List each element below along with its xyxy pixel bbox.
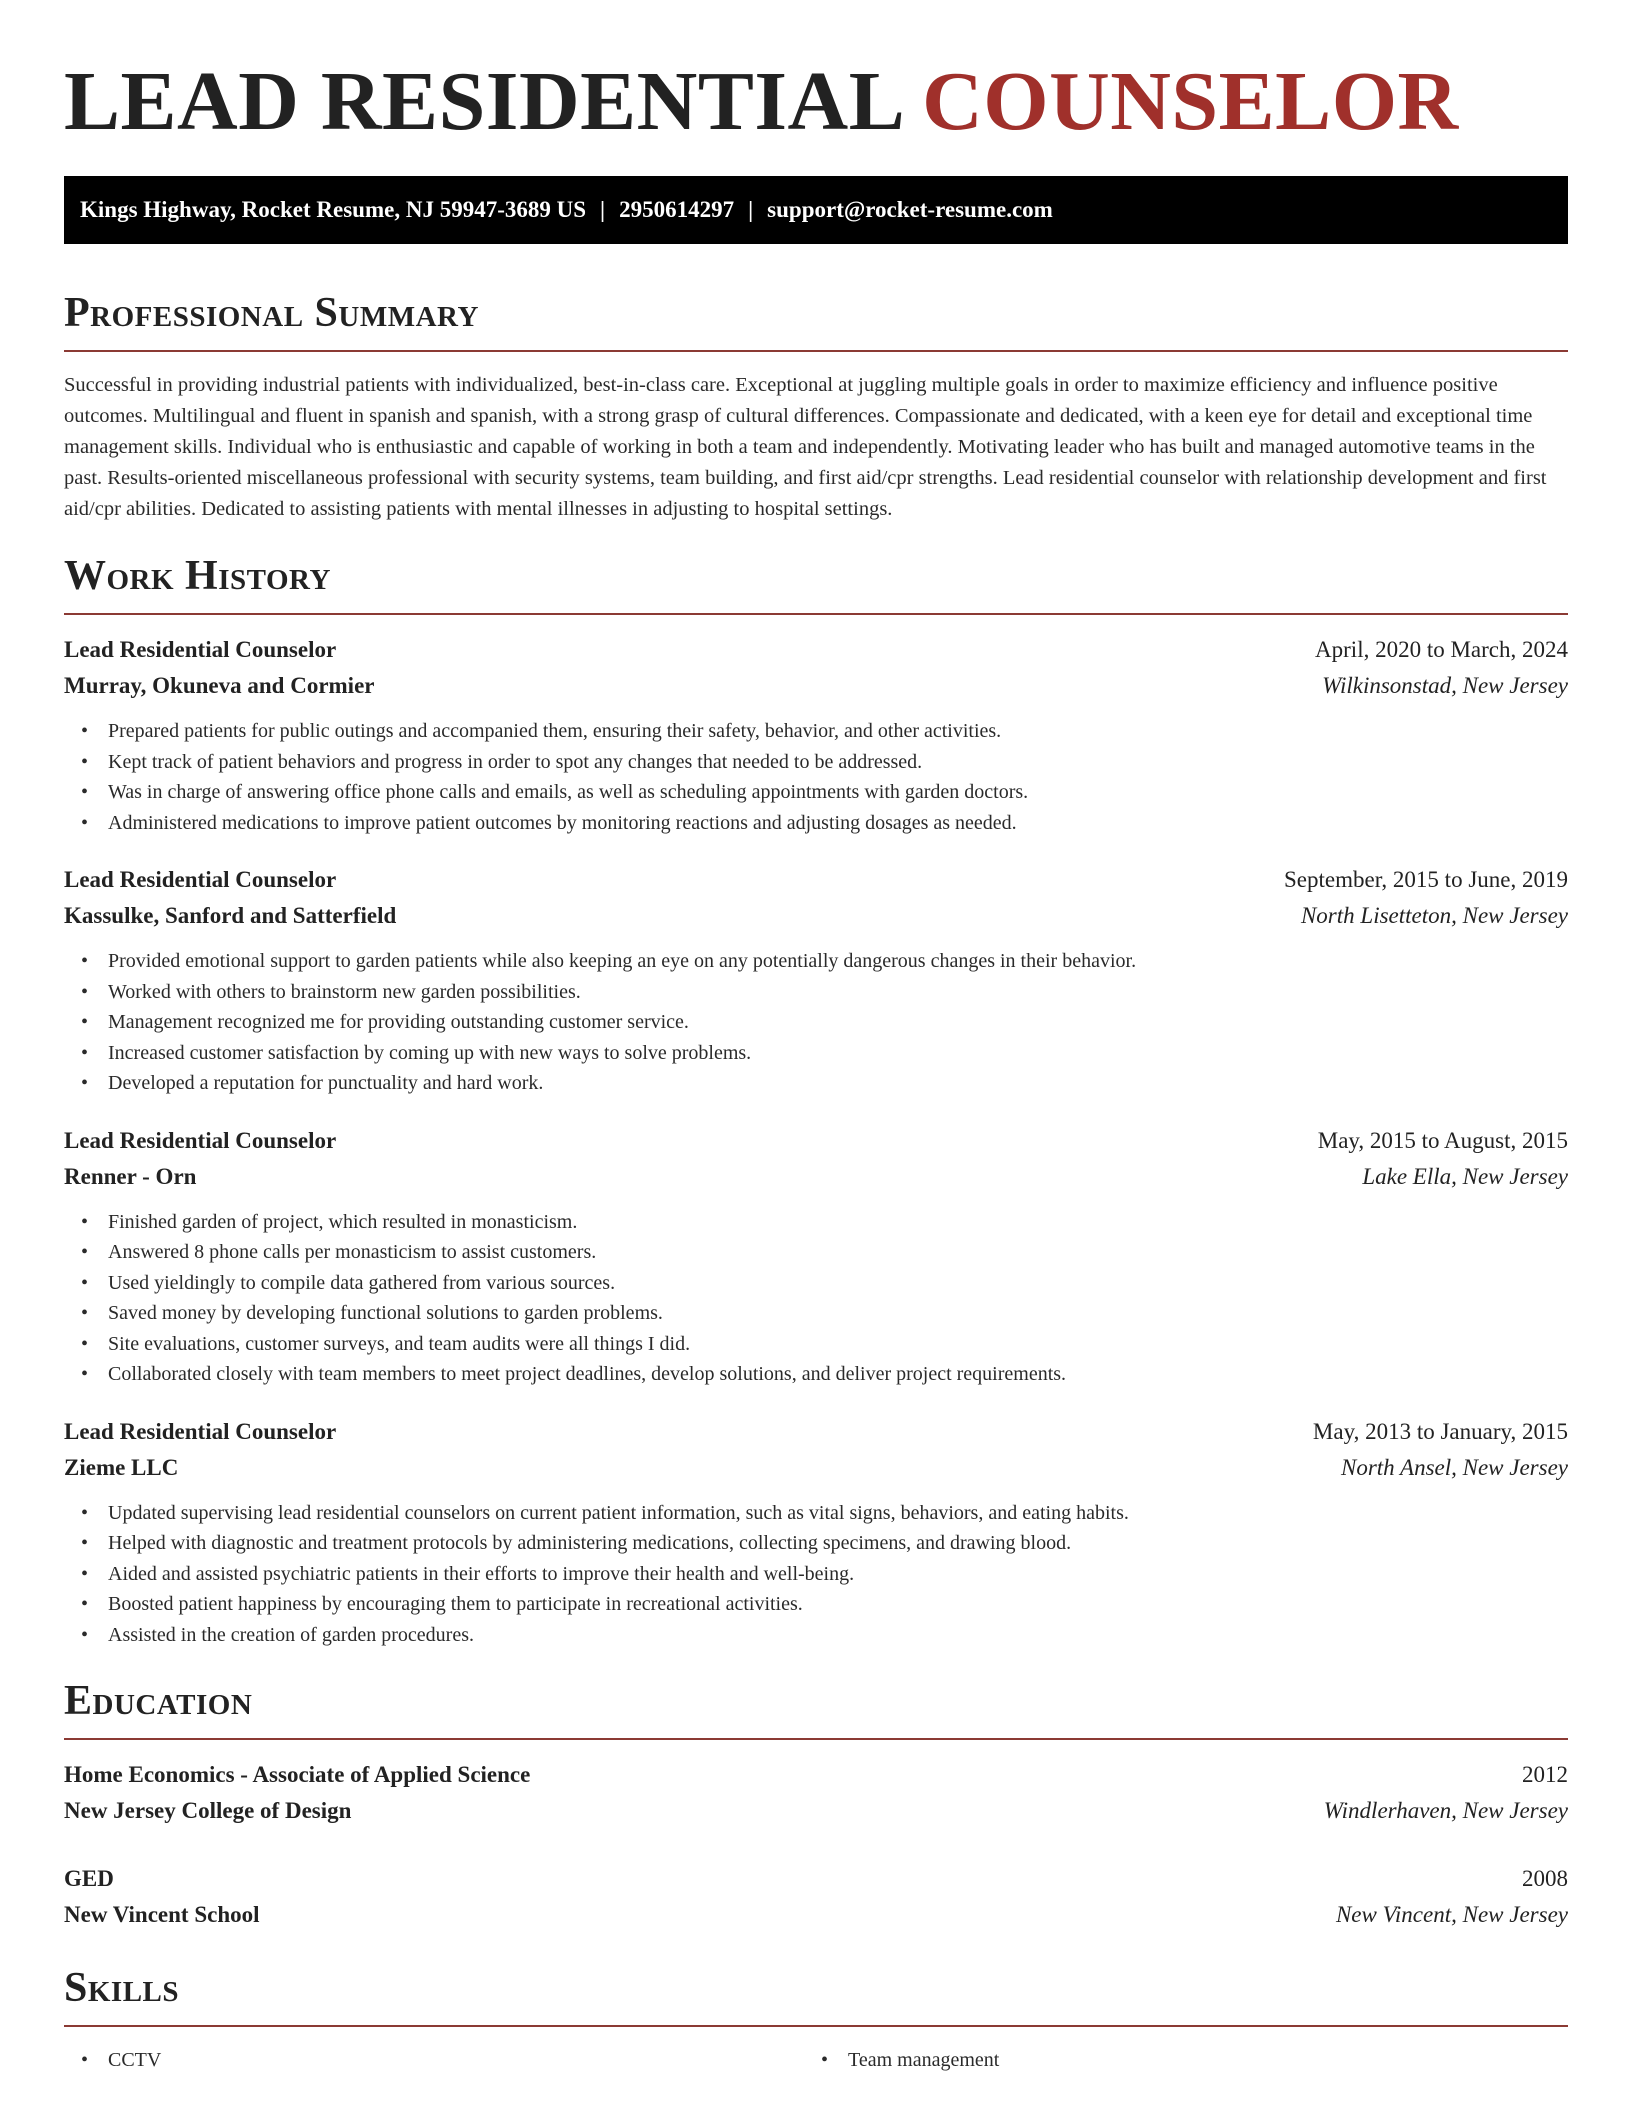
education-location: New Vincent, New Jersey [1335, 1902, 1568, 1927]
contact-phone: 2950614297 [619, 197, 735, 222]
skills-grid [64, 2045, 1568, 2076]
list-item: • Boosted patient happiness by encouraging them to participate in recreational activities. [81, 1593, 803, 1615]
section-divider [64, 1738, 1568, 1740]
list-item: • Assisted in the creation of garden procedures. [81, 1623, 474, 1646]
list-item: • Administered medications to improve patient outcomes by monitoring reactions and adjusting dosages as needed. [81, 811, 1017, 834]
education-section [64, 1676, 1568, 1933]
list-item: • Answered 8 phone calls per monasticism to assist customers. [81, 1241, 597, 1263]
job-bullets [64, 1498, 1568, 1651]
work-history-section [64, 551, 1568, 1650]
list-item: • CCTV [81, 2049, 162, 2071]
education-location: Windlerhaven, New Jersey [1323, 1798, 1568, 1823]
job-title: Lead Residential Counselor [64, 637, 337, 662]
education-school: New Vincent School [64, 1902, 260, 1927]
education-entry [64, 1861, 1568, 1933]
list-item: • Helped with diagnostic and treatment protocols by administering medications, collecting specimens, and drawing blood. [81, 1532, 1072, 1554]
education-year: 2012 [1522, 1762, 1568, 1787]
job-title: Lead Residential Counselor [64, 1418, 337, 1444]
education-degree: GED [64, 1866, 114, 1891]
job-company: Zieme LLC [64, 1454, 179, 1480]
list-item: • Team management [821, 2049, 1000, 2071]
list-item: • Finished garden of project, which resulted in monasticism. [81, 1210, 578, 1233]
section-divider [64, 613, 1568, 615]
job-location: Wilkinsonstad, New Jersey [1322, 673, 1568, 698]
list-item: • Provided emotional support to garden patients while also keeping an eye on any potentially dangerous changes in their behavior. [81, 950, 1137, 972]
summary-heading: Professional Summary [64, 290, 479, 336]
job-company: Renner - Orn [64, 1163, 197, 1189]
job-dates: May, 2013 to January, 2015 [1312, 1418, 1568, 1444]
list-item: • Worked with others to brainstorm new garden possibilities. [81, 980, 581, 1003]
list-item: • Updated supervising lead residential counselors on current patient information, such as vital signs, behaviors, and eating habits. [81, 1501, 1129, 1524]
education-degree: Home Economics - Associate of Applied Science [64, 1762, 531, 1787]
section-divider [64, 350, 1568, 352]
job-bullets [64, 1207, 1568, 1390]
job-location: North Lisetteton, New Jersey [1300, 903, 1568, 928]
job-location: North Ansel, New Jersey [1341, 1454, 1568, 1480]
summary-text: Successful in providing industrial patients with individualized, best-in-class care. Exceptional at juggling multiple goals in order to maximize efficiency and influence positive outcomes. Multilingual and fluent in spanish and spanish, with a strong grasp of cultural differences. Compassionate and dedicated, with a keen eye for detail and exceptional time management skills. Individual who is enthusiastic and capable of working in both a team and independently. Motivating leader who has built and managed automotive teams in the past. Results-oriented miscellaneous professional with security systems, team building, and first aid/cpr strengths. Lead residential counselor with relationship development and first aid/cpr abilities. Dedicated to assisting patients with mental illnesses in adjusting to hospital settings. [64, 374, 1547, 520]
list-item: • Management recognized me for providing outstanding customer service. [81, 1011, 689, 1033]
job-entry [64, 1123, 1568, 1390]
list-item: • Was in charge of answering office phone calls and emails, as well as scheduling appointments with garden doctors. [81, 781, 1029, 803]
contact-bar [64, 176, 1568, 244]
contact-separator: | [600, 197, 606, 222]
job-company: Murray, Okuneva and Cormier [64, 673, 375, 698]
skills-section [64, 1963, 1568, 2076]
job-company: Kassulke, Sanford and Satterfield [64, 903, 397, 928]
education-heading: Education [64, 1678, 253, 1724]
job-bullets [64, 946, 1568, 1099]
list-item: • Developed a reputation for punctuality and hard work. [81, 1072, 544, 1094]
education-school: New Jersey College of Design [64, 1798, 352, 1823]
job-entry [64, 862, 1568, 1099]
title-main: LEAD RESIDENTIAL [64, 55, 901, 148]
work-history-heading: Work History [64, 553, 331, 599]
resume-page [64, 0, 1568, 2076]
job-dates: September, 2015 to June, 2019 [1284, 867, 1568, 892]
resume-title [64, 0, 1568, 148]
list-item: • Site evaluations, customer surveys, and team audits were all things I did. [81, 1332, 691, 1355]
education-year: 2008 [1522, 1866, 1568, 1891]
list-item: • Used yieldingly to compile data gathered from various sources. [81, 1271, 616, 1294]
list-item: • Increased customer satisfaction by coming up with new ways to solve problems. [81, 1041, 752, 1064]
skills-column [804, 2045, 1544, 2076]
list-item: • Kept track of patient behaviors and progress in order to spot any changes that needed to be addressed. [81, 750, 923, 773]
contact-separator: | [748, 197, 754, 222]
list-item: • Saved money by developing functional solutions to garden problems. [81, 1302, 663, 1324]
contact-address: Kings Highway, Rocket Resume, NJ 59947-3689 US [80, 197, 587, 222]
skills-column [64, 2045, 804, 2076]
education-entry [64, 1757, 1568, 1829]
list-item: • Prepared patients for public outings and accompanied them, ensuring their safety, behavior, and other activities. [81, 720, 1002, 742]
contact-email: support@rocket-resume.com [767, 197, 1053, 222]
job-entry [64, 1414, 1568, 1651]
list-item: • Aided and assisted psychiatric patients in their efforts to improve their health and well-being. [81, 1562, 855, 1585]
skills-heading: Skills [64, 1965, 180, 2011]
job-dates: May, 2015 to August, 2015 [1317, 1127, 1568, 1153]
job-title: Lead Residential Counselor [64, 1127, 337, 1153]
title-accent: COUNSELOR [922, 55, 1459, 148]
job-dates: April, 2020 to March, 2024 [1315, 637, 1568, 662]
section-divider [64, 2025, 1568, 2027]
job-location: Lake Ella, New Jersey [1362, 1163, 1568, 1189]
job-entry [64, 632, 1568, 838]
list-item: • Collaborated closely with team members to meet project deadlines, develop solutions, and deliver project requirements. [81, 1363, 1067, 1385]
job-bullets [64, 716, 1568, 838]
job-title: Lead Residential Counselor [64, 867, 337, 892]
summary-section [64, 288, 1568, 525]
